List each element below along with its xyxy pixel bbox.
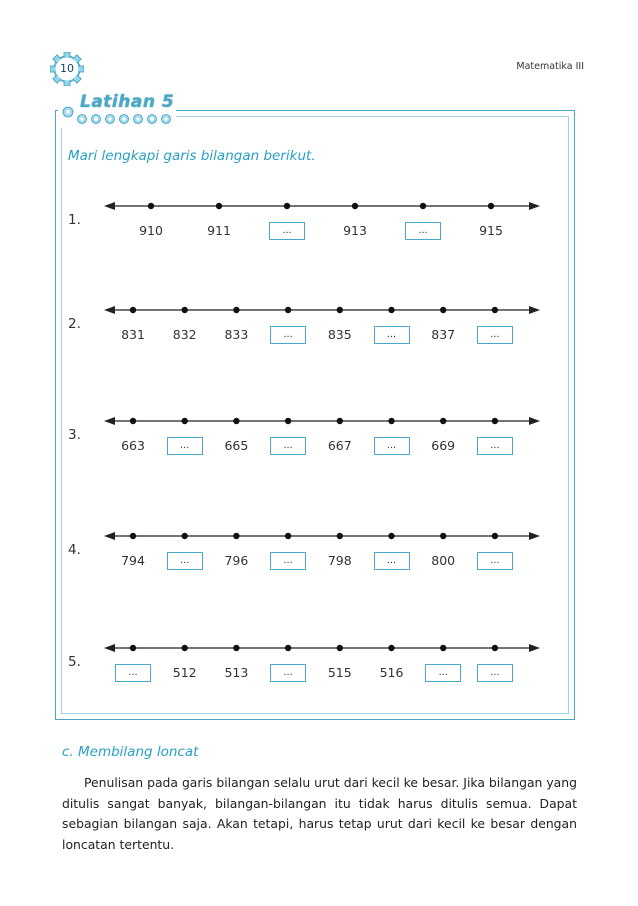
number-line-point xyxy=(130,645,136,651)
arrow-left-icon xyxy=(104,306,115,314)
blank-answer-box[interactable]: ... xyxy=(270,437,306,455)
tick-label: 516 xyxy=(379,665,404,680)
tick-label: 833 xyxy=(224,327,249,342)
tick-label: 663 xyxy=(121,438,145,453)
blank-answer-box[interactable]: ... xyxy=(477,552,513,570)
number-line-point xyxy=(337,418,343,424)
tick-label: 794 xyxy=(121,553,145,568)
number-line-point xyxy=(440,533,446,539)
row-label: 5. xyxy=(68,654,81,670)
number-line-point xyxy=(488,203,494,209)
running-header-title: Matematika III xyxy=(516,61,584,72)
row-label: 1. xyxy=(68,212,81,228)
number-line-point xyxy=(440,418,446,424)
number-line-point xyxy=(285,533,291,539)
number-line-point xyxy=(337,533,343,539)
number-line-point xyxy=(440,645,446,651)
tick-label: 512 xyxy=(172,665,197,680)
tick-label: 913 xyxy=(343,223,367,238)
arrow-left-icon xyxy=(104,417,115,425)
tick-label: 513 xyxy=(224,665,249,680)
tick-label: 796 xyxy=(224,553,249,568)
tick-label: 515 xyxy=(327,665,352,680)
number-line-point xyxy=(130,533,136,539)
number-line-point xyxy=(130,418,136,424)
tick-label: 915 xyxy=(479,223,503,238)
number-line-point xyxy=(388,533,394,539)
row-label: 4. xyxy=(68,542,81,558)
blank-answer-box[interactable]: ... xyxy=(270,326,306,344)
section-heading: c. Membilang loncat xyxy=(62,744,199,760)
number-line-point xyxy=(233,418,239,424)
number-line-point xyxy=(440,307,446,313)
blank-answer-box[interactable]: ... xyxy=(270,664,306,682)
blank-answer-box[interactable]: ... xyxy=(374,326,410,344)
number-line-point xyxy=(285,645,291,651)
arrow-left-icon xyxy=(104,532,115,540)
number-line-point xyxy=(284,203,290,209)
tick-label: 911 xyxy=(207,223,231,238)
number-line-point xyxy=(233,645,239,651)
blank-answer-box[interactable]: ... xyxy=(270,552,306,570)
row-label: 2. xyxy=(68,316,81,332)
tick-label: 832 xyxy=(172,327,197,342)
number-line-point xyxy=(182,533,188,539)
number-line-point xyxy=(216,203,222,209)
blank-answer-box[interactable]: ... xyxy=(167,552,203,570)
number-line-point xyxy=(182,307,188,313)
exercise-instruction: Mari lengkapi garis bilangan berikut. xyxy=(68,148,316,164)
tick-label: 669 xyxy=(431,438,456,453)
arrow-right-icon xyxy=(529,202,540,210)
page-number: 10 xyxy=(60,62,74,75)
section-paragraph: Penulisan pada garis bilangan selalu urut dari kecil ke besar. Jika bilangan yang ditulis sangat banyak, bilangan-bilangan itu tidak harus ditulis semua. Dapat sebagian bilangan saja. Akan tetapi, harus tetap urut dari kecil ke besar dengan loncatan tertentu. xyxy=(62,775,577,852)
tick-label: 910 xyxy=(139,223,163,238)
arrow-right-icon xyxy=(529,532,540,540)
blank-answer-box[interactable]: ... xyxy=(374,552,410,570)
number-line-point xyxy=(388,645,394,651)
number-line-point xyxy=(420,203,426,209)
arrow-left-icon xyxy=(104,644,115,652)
number-line-point xyxy=(148,203,154,209)
tick-label: 667 xyxy=(327,438,352,453)
exercise-title: Latihan 5 xyxy=(80,92,175,112)
number-line-point xyxy=(182,418,188,424)
number-line-point xyxy=(492,418,498,424)
number-line-point xyxy=(337,645,343,651)
tick-label: 831 xyxy=(121,327,145,342)
number-line-point xyxy=(492,645,498,651)
number-line-point xyxy=(388,418,394,424)
number-line-point xyxy=(492,307,498,313)
tick-label: 665 xyxy=(224,438,249,453)
number-line-point xyxy=(337,307,343,313)
blank-answer-box[interactable]: ... xyxy=(405,222,441,240)
arrow-left-icon xyxy=(104,202,115,210)
tick-label: 835 xyxy=(327,327,352,342)
number-line-point xyxy=(492,533,498,539)
tick-label: 800 xyxy=(431,553,456,568)
number-line-point xyxy=(233,533,239,539)
row-label: 3. xyxy=(68,427,81,443)
blank-answer-box[interactable]: ... xyxy=(115,664,151,682)
number-line-point xyxy=(388,307,394,313)
tick-label: 837 xyxy=(431,327,456,342)
blank-answer-box[interactable]: ... xyxy=(477,437,513,455)
arrow-right-icon xyxy=(529,306,540,314)
number-line-point xyxy=(285,418,291,424)
number-line-point xyxy=(130,307,136,313)
blank-answer-box[interactable]: ... xyxy=(269,222,305,240)
tick-label: 798 xyxy=(327,553,352,568)
arrow-right-icon xyxy=(529,644,540,652)
blank-answer-box[interactable]: ... xyxy=(167,437,203,455)
number-line-point xyxy=(233,307,239,313)
blank-answer-box[interactable]: ... xyxy=(425,664,461,682)
number-line-point xyxy=(352,203,358,209)
arrow-right-icon xyxy=(529,417,540,425)
blank-answer-box[interactable]: ... xyxy=(477,326,513,344)
number-line-point xyxy=(182,645,188,651)
number-line-point xyxy=(285,307,291,313)
blank-answer-box[interactable]: ... xyxy=(477,664,513,682)
blank-answer-box[interactable]: ... xyxy=(374,437,410,455)
